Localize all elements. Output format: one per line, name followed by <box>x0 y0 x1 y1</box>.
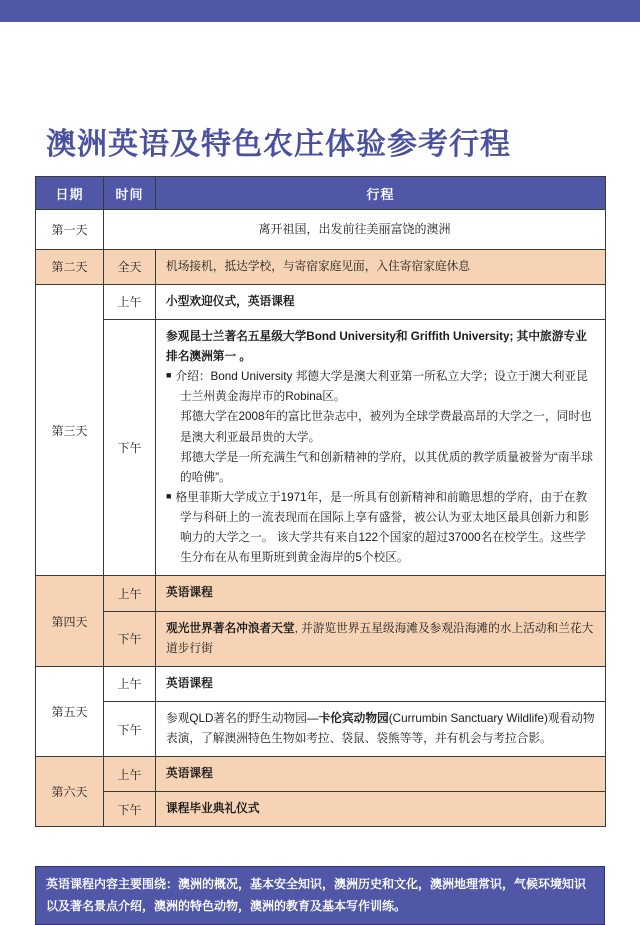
itinerary-paragraph: 邦德大学是一所充满生气和创新精神的学府，以其优质的教学质量被誉为“南半球的哈佛”。 <box>180 450 593 484</box>
highlight-text: 观光世界著名冲浪者天堂 <box>166 621 295 635</box>
table-header-row <box>36 177 606 210</box>
table-row <box>36 210 606 250</box>
day-label-cell: 第三天 <box>36 284 104 576</box>
table-row <box>36 611 606 666</box>
itinerary-bullet: ■ 格里菲斯大学成立于1971年，是一所具有创新精神和前瞻思想的学府，由于在教学与科研上的一流表现而在国际上享有盛誉，被公认为亚太地区最具创新力和影响力的大学之一。 该大学共有来自122个国家的超过37000名在校学生。这些学生分布在从布里斯班到黄金海岸的5个校区。 <box>166 490 590 565</box>
time-slot-cell: 下午 <box>104 701 156 756</box>
table-row <box>36 249 606 284</box>
time-slot-cell: 上午 <box>104 576 156 611</box>
itinerary-cell: 小型欢迎仪式，英语课程 <box>156 284 606 319</box>
table-header <box>36 177 606 210</box>
square-bullet-icon: ■ <box>166 370 172 381</box>
itinerary-paragraph: 邦德大学在2008年的富比世杂志中，被列为全球学费最高昂的大学之一，同时也是澳大利亚最昂贵的大学。 <box>180 410 592 444</box>
page-title: 澳洲英语及特色农庄体验参考行程 <box>46 128 511 162</box>
day-label-cell: 第一天 <box>36 210 104 250</box>
itinerary-cell: 离开祖国，出发前往美丽富饶的澳洲 <box>104 210 606 250</box>
itinerary-cell <box>156 701 606 756</box>
day-label-cell: 第二天 <box>36 249 104 284</box>
itinerary-bullet: ■ 介绍：Bond University 邦德大学是澳大利亚第一所私立大学；设立于澳大利亚昆士兰州黄金海岸市的Robina区。 <box>166 370 588 404</box>
body-text: (Currumbin Sanctuary Wildlife)观看动物表演，了解澳洲特色生物如考拉、袋鼠、袋熊等等，并有机会与考拉合影。 <box>166 711 595 745</box>
body-text: , 并游览世界五星级海滩及参观沿海滩的水上活动和兰花大道步行街 <box>166 621 594 655</box>
table-row <box>36 666 606 701</box>
highlight-text: 卡伦宾动物园 <box>318 711 389 725</box>
table-row <box>36 701 606 756</box>
itinerary-cell <box>156 611 606 666</box>
day-label-cell: 第六天 <box>36 757 104 827</box>
time-slot-cell: 下午 <box>104 319 156 576</box>
itinerary-cell: 机场接机，抵达学校，与寄宿家庭见面，入住寄宿家庭休息 <box>156 249 606 284</box>
table-row <box>36 319 606 576</box>
time-slot-cell: 下午 <box>104 611 156 666</box>
column-header-itinerary: 行程 <box>156 177 606 210</box>
square-bullet-icon: ■ <box>166 490 172 501</box>
itinerary-cell: 英语课程 <box>156 757 606 792</box>
day-label-cell: 第四天 <box>36 576 104 666</box>
table-row <box>36 284 606 319</box>
itinerary-cell: 英语课程 <box>156 576 606 611</box>
itinerary-table <box>35 176 606 827</box>
day-label-cell: 第五天 <box>36 666 104 756</box>
table-row <box>36 576 606 611</box>
top-decorative-band <box>0 0 640 22</box>
itinerary-cell: 课程毕业典礼仪式 <box>156 792 606 827</box>
column-header-date: 日期 <box>36 177 104 210</box>
itinerary-heading: 参观昆士兰著名五星级大学Bond University和 Griffith University; 其中旅游专业排名澳洲第一 。 <box>166 329 587 363</box>
table-row <box>36 792 606 827</box>
footer-note: 英语课程内容主要围绕：澳洲的概况，基本安全知识，澳洲历史和文化，澳洲地理常识，气候环境知识以及著名景点介绍，澳洲的特色动物，澳洲的教育及基本写作训练。 <box>35 866 605 925</box>
body-text: 参观QLD著名的野生动物园— <box>166 711 319 725</box>
table-body <box>36 210 606 827</box>
time-slot-cell: 上午 <box>104 666 156 701</box>
time-slot-cell: 上午 <box>104 757 156 792</box>
time-slot-cell: 下午 <box>104 792 156 827</box>
itinerary-cell: 英语课程 <box>156 666 606 701</box>
itinerary-cell <box>156 319 606 576</box>
time-slot-cell: 全天 <box>104 249 156 284</box>
time-slot-cell: 上午 <box>104 284 156 319</box>
table-row <box>36 757 606 792</box>
column-header-time: 时间 <box>104 177 156 210</box>
